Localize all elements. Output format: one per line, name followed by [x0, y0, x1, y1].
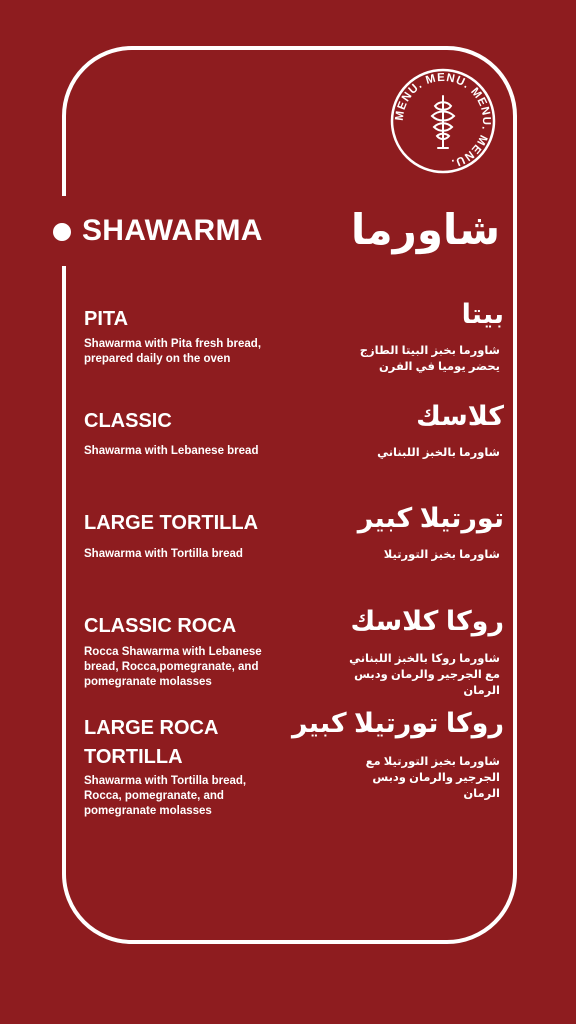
item-desc-ar: شاورما بخبز التورتيلا مع الجرجير والرمان ودبس الرمان	[365, 756, 500, 800]
item-desc-en: Shawarma with Pita fresh bread, prepared daily on the oven	[84, 338, 262, 365]
item-name-en: LARGE ROCA TORTILLA	[84, 717, 218, 768]
item-name-ar: روكا كلاسك	[350, 606, 504, 636]
item-name-ar: روكا تورتيلا كبير	[292, 708, 504, 738]
item-desc-ar: شاورما روكا بالخبز اللبناني مع الجرجير والرمان ودبس الرمان	[349, 653, 500, 697]
menu-badge-logo	[388, 66, 498, 176]
item-desc-en: Shawarma with Tortilla bread, Rocca, pomegranate, and pomegranate molasses	[84, 775, 247, 817]
section-bullet	[53, 223, 71, 241]
item-desc-ar: شاورما بخبز التورتيلا	[383, 549, 500, 561]
section-title-ar: شاورما	[350, 206, 500, 253]
shawarma-spit-icon	[432, 96, 454, 148]
item-name-ar: تورتيلا كبير	[357, 503, 504, 533]
item-desc-ar: شاورما بالخبز اللبناني	[377, 447, 500, 459]
item-desc-en: Shawarma with Tortilla bread	[84, 548, 243, 560]
item-desc-en: Rocca Shawarma with Lebanese bread, Rocca,pomegranate, and pomegranate molasses	[84, 646, 262, 688]
item-name-ar: كلاسك	[416, 401, 504, 431]
item-name-en: CLASSIC	[84, 410, 172, 432]
item-name-ar: بيتا	[461, 299, 504, 329]
badge-ring-text: MENU. MENU. MENU. MENU.	[393, 71, 493, 170]
section-title-en: SHAWARMA	[82, 214, 263, 247]
item-desc-en: Shawarma with Lebanese bread	[84, 445, 259, 457]
item-name-en: LARGE TORTILLA	[84, 512, 259, 534]
item-name-en: PITA	[84, 308, 129, 330]
item-desc-ar: شاورما بخبز البيتا الطازج يحضر يوميا في الفرن	[359, 345, 500, 373]
item-name-en: CLASSIC ROCA	[84, 615, 237, 637]
